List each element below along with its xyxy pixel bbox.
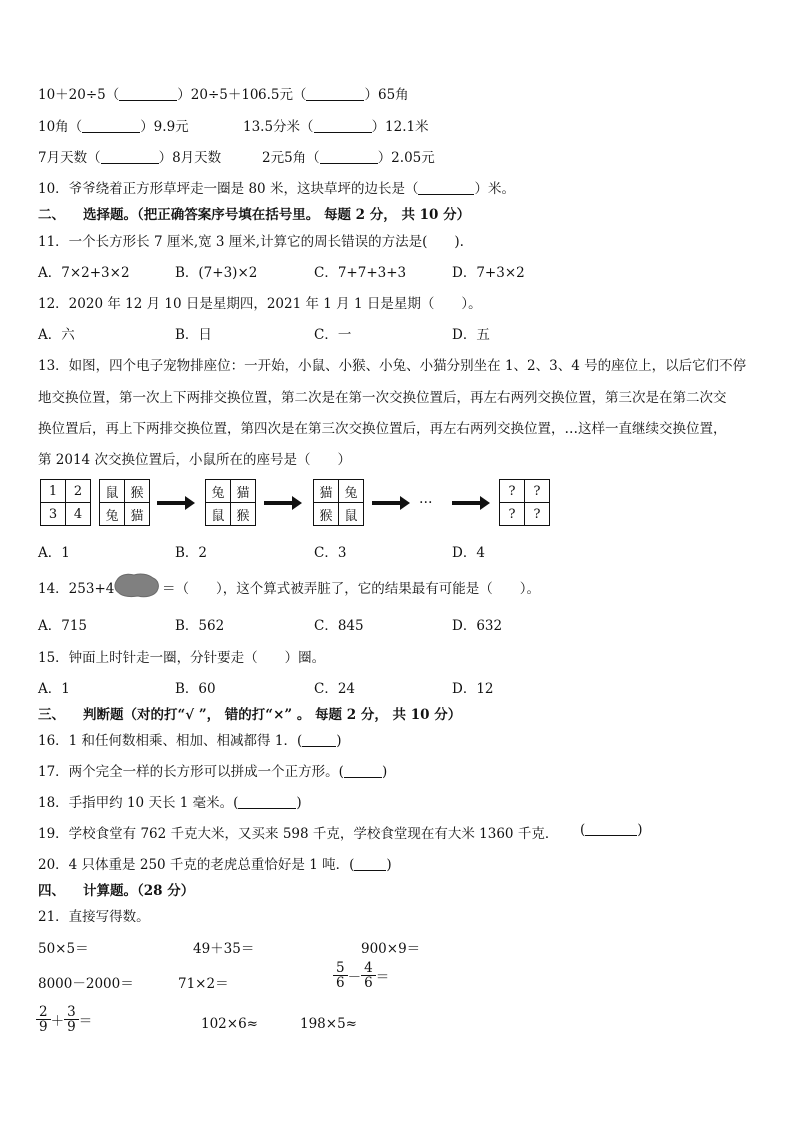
answer-blank[interactable]	[238, 796, 296, 809]
compare-item: 10＋20÷5（ ）20÷5＋10	[38, 87, 259, 103]
calc-item: 900×9＝	[361, 941, 421, 957]
option-b[interactable]: B．日	[175, 327, 212, 343]
option-c[interactable]: C．24	[314, 681, 356, 697]
option-b[interactable]: B．562	[175, 618, 225, 634]
option-c[interactable]: C．3	[314, 545, 347, 561]
question-11: 11．一个长方形长 7 厘米,宽 3 厘米,计算它的周长错误的方法是( ).	[38, 234, 464, 250]
option-c[interactable]: C．7+7+3+3	[314, 265, 407, 281]
question-13-line: 地交换位置，第一次上下两排交换位置，第二次是在第一次交换位置后，再左右两列交换位置，第三次是在第二次交	[38, 390, 727, 406]
seat-grid-start: 鼠 猴 兔 猫	[99, 479, 150, 526]
section-heading: 二、 选择题。（把正确答案序号填在括号里。 每题 2 分， 共 10 分）	[38, 207, 471, 223]
option-b[interactable]: B．2	[175, 545, 208, 561]
option-d[interactable]: D．12	[452, 681, 494, 697]
answer-blank[interactable]	[344, 765, 382, 778]
option-c[interactable]: C．一	[314, 327, 352, 343]
ellipsis: …	[419, 491, 433, 507]
question-21-title: 21．直接写得数。	[38, 909, 150, 925]
section-heading: 四、 计算题。（28 分）	[38, 883, 195, 899]
fraction: $\frac{5}{6}$	[333, 961, 348, 990]
arrow-right-icon	[452, 496, 490, 510]
question-13-line: 13．如图，四个电子宠物排座位：一开始，小鼠、小猴、小兔、小猫分别坐在 1、2、3、4 号的座位上，以后它们不停	[38, 358, 747, 374]
fraction: $\frac{4}{6}$	[361, 961, 376, 990]
compare-item: 6.5元（ ）65角	[258, 87, 409, 103]
fraction-expression: $\frac{5}{6}$ － $\frac{4}{6}$ ＝	[333, 961, 389, 990]
option-a[interactable]: A．1	[38, 545, 70, 561]
question-13-line: 第 2014 次交换位置后，小鼠所在的座号是（ ）	[38, 452, 351, 468]
option-c[interactable]: C．845	[314, 618, 364, 634]
fraction: $\frac{3}{9}$	[64, 1005, 79, 1034]
option-a[interactable]: A．715	[38, 618, 88, 634]
calc-item: 71×2＝	[178, 976, 229, 992]
calc-item: 49＋35＝	[193, 941, 255, 957]
option-a[interactable]: A．1	[38, 681, 70, 697]
option-d[interactable]: D．7+3×2	[452, 265, 525, 281]
question-19-answer: ( )	[580, 822, 643, 838]
option-d[interactable]: D．五	[452, 327, 490, 343]
option-d[interactable]: D．4	[452, 545, 485, 561]
answer-blank[interactable]	[585, 823, 637, 836]
answer-blank[interactable]	[82, 120, 140, 133]
section-heading: 三、 判断题（对的打“√ ”， 错的打“×” 。 每题 2 分， 共 10 分）	[38, 707, 462, 723]
question-14-text: ＝（ ），这个算式被弄脏了，它的结果最有可能是（ ）。	[162, 581, 540, 597]
answer-blank[interactable]	[418, 182, 474, 195]
option-a[interactable]: A．六	[38, 327, 75, 343]
seat-grid-numbers: 1 2 3 4	[40, 479, 91, 526]
answer-blank[interactable]	[320, 151, 378, 164]
compare-item: 10角（ ）9.9元	[38, 119, 189, 135]
option-d[interactable]: D．632	[452, 618, 503, 634]
arrow-right-icon	[372, 496, 410, 510]
arrow-right-icon	[157, 496, 195, 510]
seat-grid-step1: 兔 猫 鼠 猴	[205, 479, 256, 526]
compare-item: 2元5角（ ）2.05元	[262, 150, 435, 166]
question-17: 17．两个完全一样的长方形可以拼成一个正方形。( )	[38, 764, 388, 780]
calc-item: 50×5＝	[38, 941, 89, 957]
question-16: 16．1 和任何数相乘、相加、相减都得 1．( )	[38, 733, 342, 749]
calc-item: 8000－2000＝	[38, 976, 134, 992]
answer-blank[interactable]	[314, 120, 372, 133]
option-a[interactable]: A．7×2+3×2	[38, 265, 130, 281]
answer-blank[interactable]	[306, 88, 364, 101]
question-15: 15．钟面上时针走一圈，分针要走（ ）圈。	[38, 650, 326, 666]
question-19: 19．学校食堂有 762 千克大米，又买来 598 千克，学校食堂现在有大米 1360 千克．	[38, 826, 559, 842]
ink-smudge-icon	[112, 572, 160, 598]
answer-blank[interactable]	[101, 151, 159, 164]
compare-item: 7月天数（ ）8月天数	[38, 150, 222, 166]
fraction-expression: $\frac{2}{9}$ ＋ $\frac{3}{9}$ ＝	[36, 1005, 92, 1034]
question-20: 20．4 只体重是 250 千克的老虎总重恰好是 1 吨．( )	[38, 857, 392, 873]
option-b[interactable]: B．60	[175, 681, 216, 697]
fraction: $\frac{2}{9}$	[36, 1005, 51, 1034]
question-12: 12．2020 年 12 月 10 日是星期四，2021 年 1 月 1 日是星期（ ）。	[38, 296, 482, 312]
answer-blank[interactable]	[119, 88, 177, 101]
question-13-line: 换位置后，再上下两排交换位置，第四次是在第三次交换位置后，再左右两列交换位置，…这样一直继续交换位置，	[38, 421, 727, 437]
option-b[interactable]: B．(7+3)×2	[175, 265, 258, 281]
compare-item: 13.5分米（ ）12.1米	[243, 119, 429, 135]
question-18: 18．手指甲约 10 天长 1 毫米。( )	[38, 795, 302, 811]
answer-blank[interactable]	[354, 858, 386, 871]
question-14-prefix: 14．253+4	[38, 581, 115, 597]
arrow-right-icon	[264, 496, 302, 510]
seat-grid-unknown: ? ? ? ?	[499, 479, 550, 526]
answer-blank[interactable]	[302, 734, 336, 747]
question-10: 10．爷爷绕着正方形草坪走一圈是 80 米，这块草坪的边长是（ ）米。	[38, 181, 515, 197]
seat-grid-step2: 猫 兔 猴 鼠	[313, 479, 364, 526]
calc-item: 198×5≈	[300, 1016, 357, 1032]
calc-item: 102×6≈	[201, 1016, 258, 1032]
